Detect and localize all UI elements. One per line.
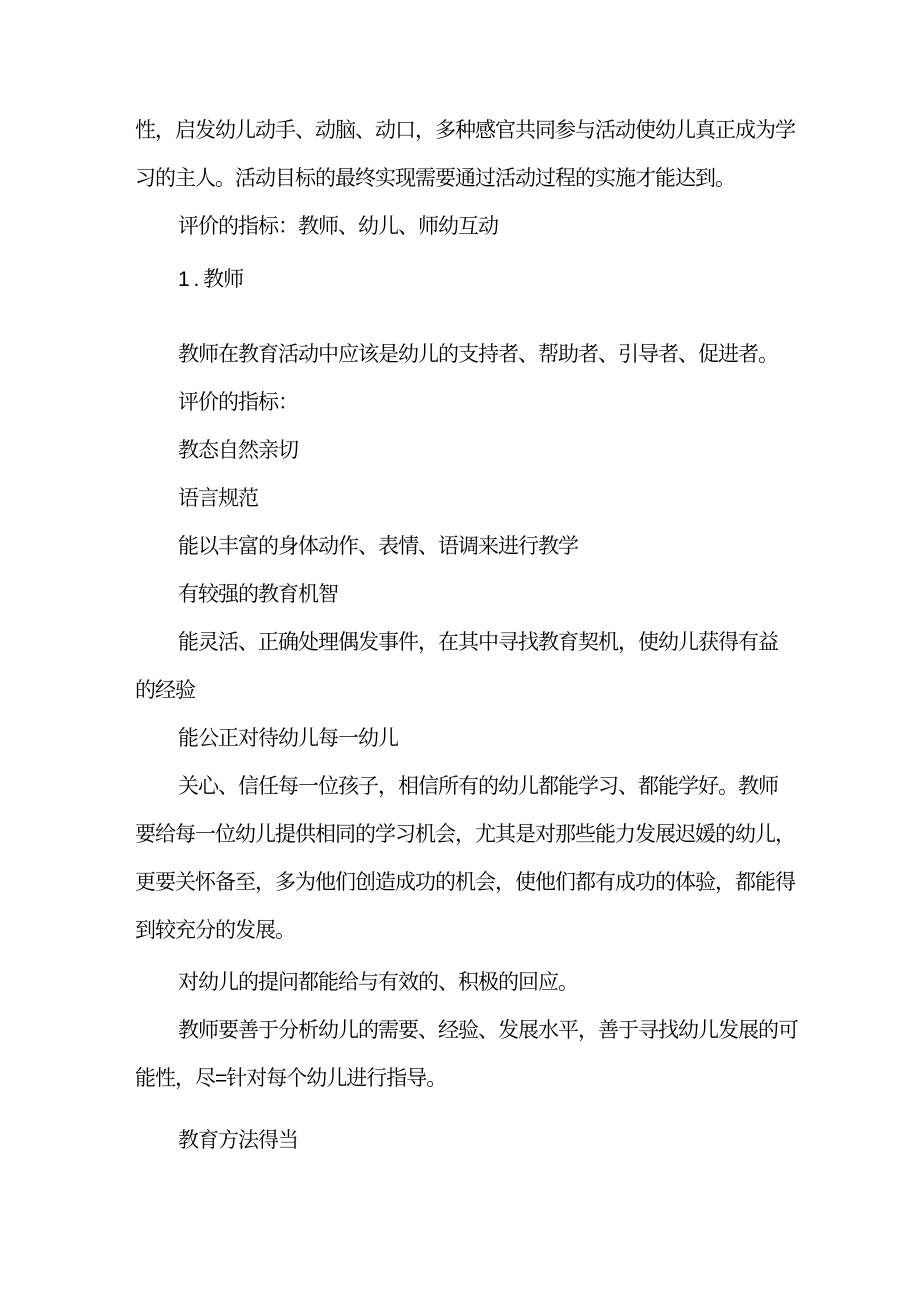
text-line: 教育方法得当 [178, 1129, 298, 1152]
text-line: 要给每一位幼儿提供相同的学习机会，尤其是对那些能力发展迟媛的幼儿， [135, 823, 795, 846]
text-line: 关心、信任每一位孩子，相信所有的幼儿都能学习、都能学好。教师 [178, 775, 778, 798]
text-line: 评价的指标： [178, 391, 298, 414]
text-line: 教师在教育活动中应该是幼儿的支持者、帮助者、引导者、促进者。 [178, 343, 778, 366]
text-line: 能以丰富的身体动作、表情、语调来进行教学 [178, 535, 578, 558]
text-line: 对幼儿的提问都能给与有效的、积极的回应。 [178, 971, 578, 994]
text-line: 到较充分的发展。 [135, 919, 295, 942]
text-line: 评价的指标：教师、幼儿、师幼互动 [178, 215, 498, 238]
text-line: 习的主人。活动目标的最终实现需要通过活动过程的实施才能达到。 [135, 167, 735, 190]
text-line: 语言规范 [178, 487, 258, 510]
text-line: 能性，尽=针对每个幼儿进行指导。 [135, 1067, 447, 1090]
text-line: 教态自然亲切 [178, 439, 298, 462]
text-line: 更要关怀备至，多为他们创造成功的机会，使他们都有成功的体验，都能得 [135, 871, 795, 894]
text-line: 有较强的教育机智 [178, 583, 338, 606]
text-line: 性，启发幼儿动手、动脑、动口，多种感官共同参与活动使幼儿真正成为学 [135, 119, 795, 142]
text-line: 能公正对待幼儿每一幼儿 [178, 727, 398, 750]
text-line: 1 . 教师 [178, 268, 244, 291]
text-line: 的经验 [135, 679, 195, 702]
text-line: 教师要善于分析幼儿的需要、经验、发展水平，善于寻找幼儿发展的可 [178, 1019, 798, 1042]
text-line: 能灵活、正确处理偶发事件，在其中寻找教育契机，使幼儿获得有益 [178, 631, 778, 654]
